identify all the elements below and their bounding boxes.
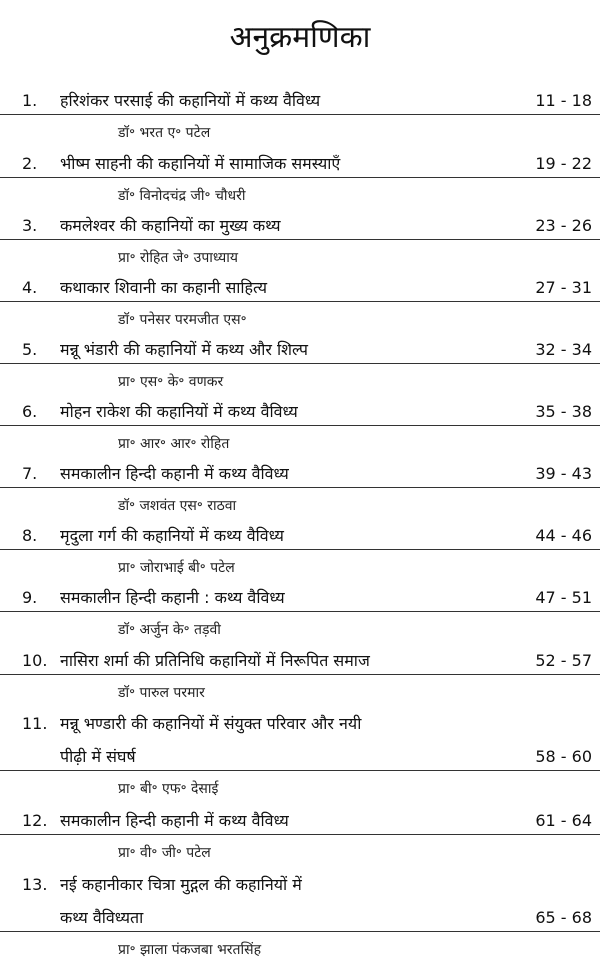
toc-title-line [0,461,600,488]
entry-author: डॉ॰ जशवंत एस॰ राठवा [118,498,237,514]
entry-author: डॉ॰ पनेसर परमजीत एस॰ [118,312,247,328]
page-title: अनुक्रमणिका [229,20,371,55]
entry-number: 12. [22,811,48,830]
entry-number: 7. [22,464,38,483]
entry-number: 3. [22,216,38,235]
page-range: 11 - 18 [535,91,592,110]
toc-title-line [0,872,600,898]
entry-title: नासिरा शर्मा की प्रतिनिधि कहानियों में निरूपित समाज [60,651,370,670]
page-range: 39 - 43 [535,464,592,483]
page-range: 35 - 38 [535,402,592,421]
toc-title-line [0,744,600,771]
entry-number: 13. [22,875,48,894]
entry-number: 1. [22,91,38,110]
entry-author: डॉ॰ विनोदचंद्र जी॰ चौधरी [118,188,246,204]
entry-number: 2. [22,154,38,173]
entry-author: प्रा॰ एस॰ के॰ वणकर [118,374,224,390]
page-range: 19 - 22 [535,154,592,173]
toc-title-line [0,88,600,115]
page-range: 23 - 26 [535,216,592,235]
entry-author: प्रा॰ झाला पंकजबा भरतसिंह [118,942,262,958]
entry-title: समकालीन हिन्दी कहानी में कथ्य वैविध्य [60,811,289,830]
toc-title-line [0,151,600,178]
page-range: 27 - 31 [535,278,592,297]
toc-title-line [0,808,600,835]
entry-number: 5. [22,340,38,359]
entry-author: प्रा॰ आर॰ आर॰ रोहित [118,436,230,452]
page-range: 44 - 46 [535,526,592,545]
entry-author: प्रा॰ बी॰ एफ॰ देसाई [118,781,219,797]
entry-title: भीष्म साहनी की कहानियों में सामाजिक समस्याएँ [60,154,341,173]
entry-author: प्रा॰ जोराभाई बी॰ पटेल [118,560,235,576]
entry-title: कथ्य वैविध्यता [60,908,144,927]
entry-number: 11. [22,714,48,733]
entry-author: डॉ॰ पारुल परमार [118,685,205,701]
entry-number: 4. [22,278,38,297]
entry-title: नई कहानीकार चित्रा मुद्गल की कहानियों में [60,875,302,894]
toc-title-line [0,275,600,302]
page-range: 65 - 68 [535,908,592,927]
entry-title: समकालीन हिन्दी कहानी में कथ्य वैविध्य [60,464,289,483]
entry-title: मृदुला गर्ग की कहानियों में कथ्य वैविध्य [60,526,284,545]
page-range: 32 - 34 [535,340,592,359]
entry-title: हरिशंकर परसाई की कहानियों में कथ्य वैविध्य [60,91,321,110]
page-range: 58 - 60 [535,747,592,766]
entry-title: मन्नू भण्डारी की कहानियों में संयुक्त परिवार और नयी [60,714,362,733]
toc-title-line [0,337,600,364]
entry-author: प्रा॰ वी॰ जी॰ पटेल [118,845,211,861]
toc-title-line [0,523,600,550]
page-range: 52 - 57 [535,651,592,670]
entry-number: 10. [22,651,48,670]
entry-number: 8. [22,526,38,545]
toc-title-line [0,905,600,932]
toc-title-line [0,585,600,612]
toc-title-line [0,399,600,426]
entry-title: पीढ़ी में संघर्ष [60,747,136,766]
entry-title: समकालीन हिन्दी कहानी : कथ्य वैविध्य [60,588,285,607]
page-range: 47 - 51 [535,588,592,607]
entry-title: कथाकार शिवानी का कहानी साहित्य [60,278,267,297]
entry-number: 6. [22,402,38,421]
toc-title-line [0,711,600,737]
toc-title-line [0,213,600,240]
entry-title: मोहन राकेश की कहानियों में कथ्य वैविध्य [60,402,298,421]
entry-author: प्रा॰ रोहित जे॰ उपाध्याय [118,250,239,266]
toc-title-line [0,648,600,675]
page-range: 61 - 64 [535,811,592,830]
entry-title: कमलेश्वर की कहानियों का मुख्य कथ्य [60,216,281,235]
entry-author: डॉ॰ अर्जुन के॰ तड़वी [118,622,221,638]
entry-number: 9. [22,588,38,607]
entry-title: मन्नू भंडारी की कहानियों में कथ्य और शिल्प [60,340,308,359]
entry-author: डॉ॰ भरत ए॰ पटेल [118,125,211,141]
